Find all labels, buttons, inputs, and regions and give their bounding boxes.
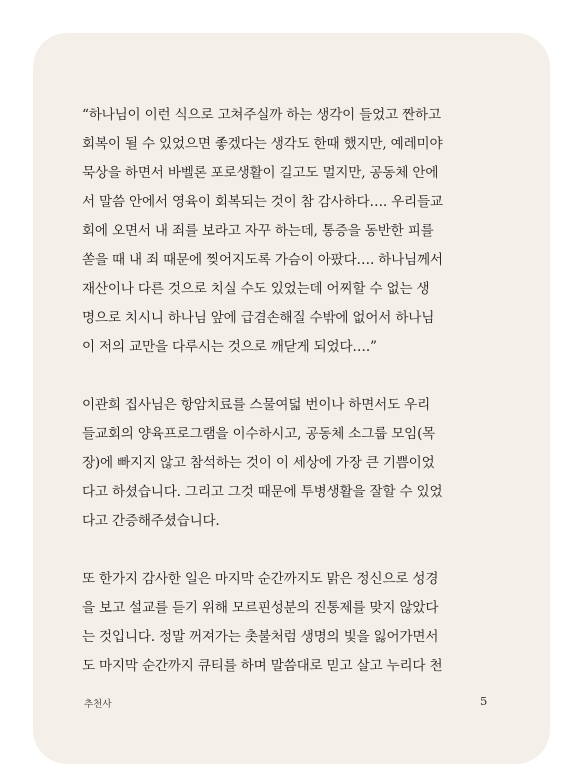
text-line: “하나님이 이런 식으로 고쳐주실까 하는 생각이 들었고 짠하고 [82,107,441,123]
text-line: 서 말씀 안에서 영육이 회복되는 것이 참 감사하다…. 우리들교 [82,194,443,210]
footer-section-title: 추천사 [84,699,112,710]
paragraph-deacon-story [82,391,514,536]
text-line: 이 저의 교만을 다루시는 것으로 깨닫게 되었다….” [82,339,377,355]
text-line: 다고 하셨습니다. 그리고 그것 때문에 투병생활을 잘할 수 있었 [82,484,443,500]
text-line: 장)에 빠지지 않고 참석하는 것이 이 세상에 가장 큰 기쁨이었 [82,455,435,471]
text-line: 회에 오면서 내 죄를 보라고 자꾸 하는데, 통증을 동반한 피를 [82,223,434,239]
page-number: 5 [480,694,488,708]
text-line: 도 마지막 순간까지 큐티를 하며 말씀대로 믿고 살고 누리다 천 [82,658,443,674]
paragraph-gap [82,536,514,565]
text-line: 들교회의 양육프로그램을 이수하시고, 공동체 소그룹 모임(목 [82,426,436,442]
text-line: 을 보고 설교를 듣기 위해 모르핀성분의 진통제를 맞지 않았다 [82,600,439,616]
text-line: 쏟을 때 내 죄 때문에 찢어지도록 가슴이 아팠다…. 하나님께서 [82,252,443,268]
text-line: 재산이나 다른 것으로 치실 수도 있었는데 어찌할 수 없는 생 [82,281,430,297]
paragraph-gratitude [82,565,514,681]
text-line: 묵상을 하면서 바벨론 포로생활이 길고도 멀지만, 공동체 안에 [82,165,439,181]
text-line: 다고 간증해주셨습니다. [82,513,220,529]
text-line: 는 것입니다. 정말 꺼져가는 촛불처럼 생명의 빛을 잃어가면서 [82,629,439,645]
text-line: 명으로 치시니 하나님 앞에 급겸손해질 수밖에 없어서 하나님 [82,310,435,326]
text-line: 회복이 될 수 있었으면 좋겠다는 생각도 한때 했지만, 예레미야 [82,136,443,152]
body-text [82,101,514,681]
paragraph-testimony-quote [82,101,514,362]
text-line: 또 한가지 감사한 일은 마지막 순간까지도 맑은 정신으로 성경 [82,571,439,587]
paragraph-gap [82,362,514,391]
text-line: 이관희 집사님은 항암치료를 스물여덟 번이나 하면서도 우리 [82,397,431,413]
